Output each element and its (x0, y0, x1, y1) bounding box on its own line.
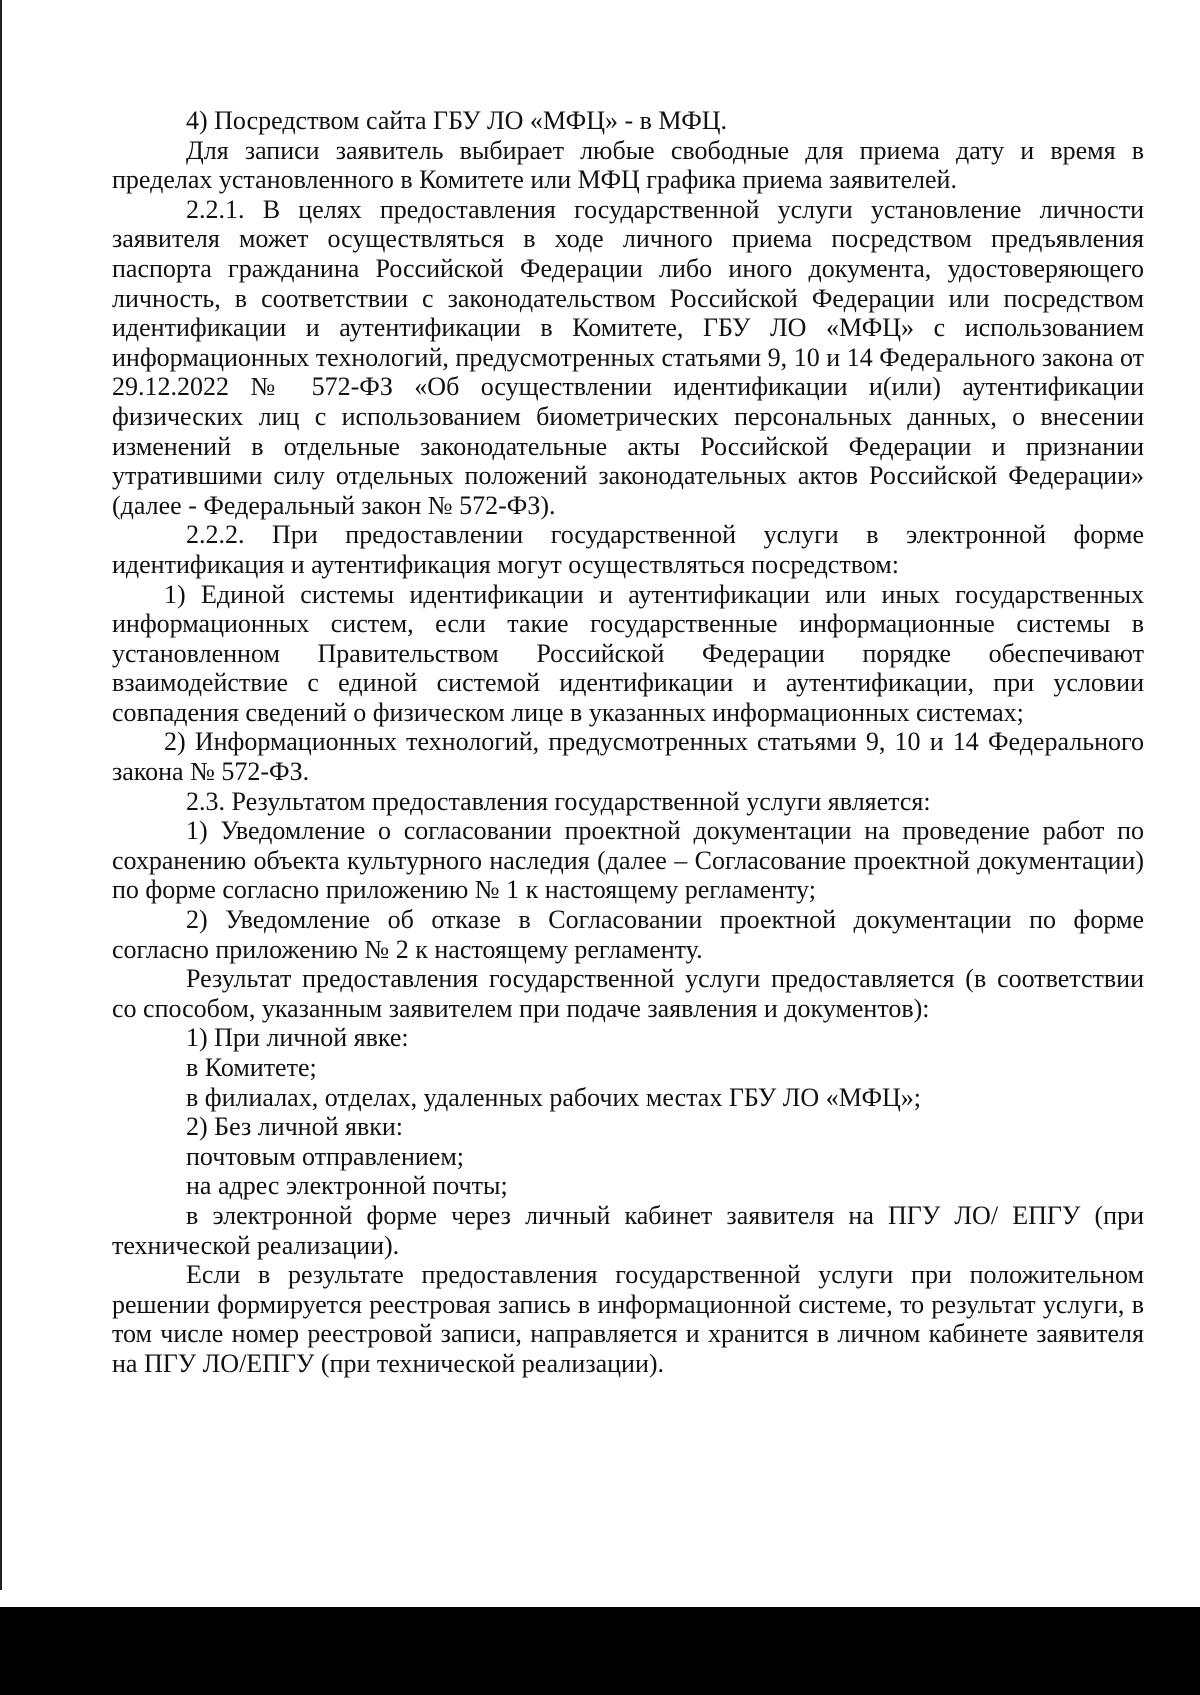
paragraph-2-3: 2.3. Результатом предоставления государственной услуги является: (186, 786, 931, 816)
document-page (112, 106, 1144, 1379)
paragraph-esia-item: 1) Единой системы идентификации и аутентификации или иных государственных информационных систем, если такие государственные информационные системы в установленном Правительством Российской Федерации порядке обеспечивают взаимодействие с единой системой идентификации и аутентификации, при условии совпадения сведений о физическом лице в указанных информационных системах; (112, 579, 1144, 727)
paragraph-mfc-branches: в филиалах, отделах, удаленных рабочих местах ГБУ ЛО «МФЦ»; (186, 1082, 922, 1112)
paragraph-committee: в Комитете; (186, 1053, 317, 1082)
paragraph-it-item: 2) Информационных технологий, предусмотренных статьями 9, 10 и 14 Федерального закона № 572-ФЗ. (112, 727, 1144, 787)
paragraph-post: почтовым отправлением; (186, 1141, 465, 1171)
paragraph-remote: 2) Без личной явки: (186, 1112, 404, 1142)
paragraph-mfc-website: 4) Посредством сайта ГБУ ЛО «МФЦ» - в МФЦ. (186, 106, 728, 135)
paragraph-2-2-2: 2.2.2. При предоставлении государственной услуги в электронной форме идентификация и аутентификация могут осуществляться посредством: (112, 520, 1144, 579)
scan-bottom-band (0, 1607, 1200, 1695)
paragraph-registry-record: Если в результате предоставления государственной услуги при положительном решении формируется реестровая запись в информационной системе, то результат услуги, в том числе номер реестровой записи, направляется и хранится в личном кабинете заявителя на ПГУ ЛО/ЕПГУ (при технической реализации). (112, 1260, 1144, 1378)
paragraph-appointment: Для записи заявитель выбирает любые свободные для приема дату и время в пределах установленного в Комитете или МФЦ графика приема заявителей. (112, 135, 1144, 195)
paragraph-2-2-1: 2.2.1. В целях предоставления государственной услуги установление личности заявителя может осуществляться в ходе личного приема посредством предъявления паспорта гражданина Российской Федерации либо иного документа, удостоверяющего личность, в соответствии с законодательством Российской Федерации или посредством идентификации и аутентификации в Комитете, ГБУ ЛО «МФЦ» с использованием информационных технологий, предусмотренных статьями 9, 10 и 14 Федерального закона от 29.12.2022 № 572-ФЗ «Об осуществлении идентификации и(или) аутентификации физических лиц с использованием биометрических персональных данных, о внесении изменений в отдельные законодательные акты Российской Федерации и признании утратившими силу отдельных положений законодательных актов Российской Федерации» (далее - Федеральный закон № 572-ФЗ). (112, 194, 1144, 520)
paragraph-email: на адрес электронной почты; (186, 1171, 508, 1201)
paragraph-result-refusal: 2) Уведомление об отказе в Согласовании проектной документации по форме согласно приложению № 2 к настоящему регламенту. (112, 905, 1144, 964)
paragraph-result-delivery: Результат предоставления государственной услуги предоставляется (в соответствии со способом, указанным заявителем при подаче заявления и документов): (112, 964, 1144, 1023)
paragraph-electronic: в электронной форме через личный кабинет заявителя на ПГУ ЛО/ ЕПГУ (при технической реализации). (112, 1200, 1144, 1260)
paragraph-result-approval: 1) Уведомление о согласовании проектной документации на проведение работ по сохранению объекта культурного наследия (далее – Согласование проектной документации) по форме согласно приложению № 1 к настоящему регламенту; (112, 816, 1144, 905)
paragraph-in-person: 1) При личной явке: (186, 1023, 409, 1053)
scan-left-edge (0, 0, 2, 1590)
